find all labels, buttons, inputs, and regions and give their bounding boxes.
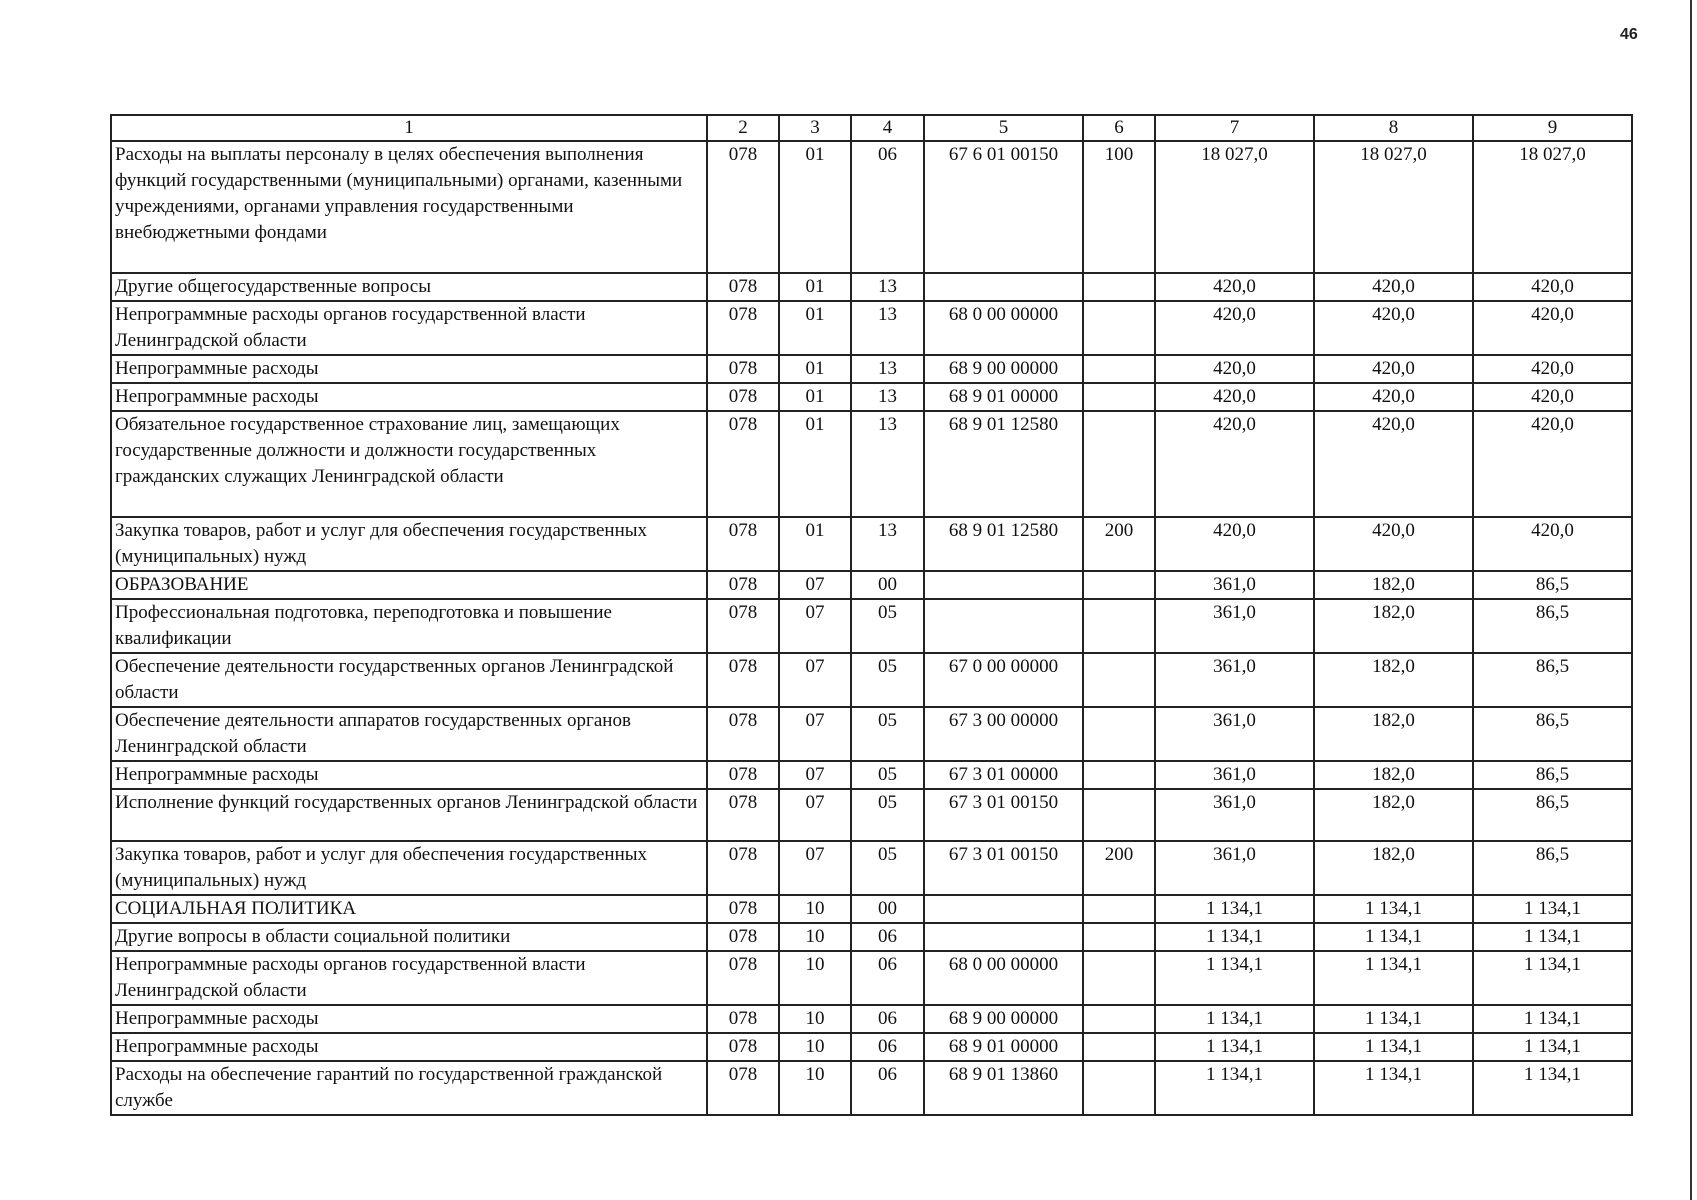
cell-section: 07 <box>779 707 851 761</box>
cell-amount-3: 420,0 <box>1473 517 1632 571</box>
row-name: Непрограммные расходы органов государственной власти Ленинградской области <box>111 301 707 355</box>
cell-amount-3: 420,0 <box>1473 411 1632 517</box>
cell-amount-2: 182,0 <box>1314 789 1473 841</box>
cell-amount-1: 361,0 <box>1155 599 1314 653</box>
table-row <box>111 761 1632 789</box>
cell-amount-3: 1 134,1 <box>1473 895 1632 923</box>
cell-amount-3: 86,5 <box>1473 571 1632 599</box>
cell-expense-type <box>1083 923 1155 951</box>
cell-amount-2: 1 134,1 <box>1314 1005 1473 1033</box>
cell-section: 10 <box>779 1061 851 1115</box>
row-name: Непрограммные расходы <box>111 1033 707 1061</box>
row-name: ОБРАЗОВАНИЕ <box>111 571 707 599</box>
cell-expense-type <box>1083 895 1155 923</box>
cell-subsection: 00 <box>851 895 924 923</box>
row-name: Расходы на обеспечение гарантий по государственной гражданской службе <box>111 1061 707 1115</box>
cell-target-code: 68 9 01 00000 <box>924 1033 1083 1061</box>
row-name: Расходы на выплаты персоналу в целях обеспечения выполнения функций государственными (муниципальными) органами, казенными учреждениями, органами управления государственными внебюджетными фондами <box>111 141 707 273</box>
header-cell-9: 9 <box>1473 115 1632 141</box>
cell-ministry: 078 <box>707 141 779 273</box>
cell-amount-2: 182,0 <box>1314 599 1473 653</box>
cell-amount-1: 1 134,1 <box>1155 895 1314 923</box>
cell-amount-2: 18 027,0 <box>1314 141 1473 273</box>
row-name: Непрограммные расходы органов государственной власти Ленинградской области <box>111 951 707 1005</box>
cell-target-code <box>924 599 1083 653</box>
table-row <box>111 517 1632 571</box>
cell-section: 07 <box>779 571 851 599</box>
table-row <box>111 1033 1632 1061</box>
cell-ministry: 078 <box>707 895 779 923</box>
cell-ministry: 078 <box>707 517 779 571</box>
cell-amount-1: 1 134,1 <box>1155 1005 1314 1033</box>
row-name: СОЦИАЛЬНАЯ ПОЛИТИКА <box>111 895 707 923</box>
table-row <box>111 841 1632 895</box>
header-row <box>111 115 1632 141</box>
cell-section: 01 <box>779 411 851 517</box>
cell-target-code <box>924 923 1083 951</box>
cell-ministry: 078 <box>707 571 779 599</box>
cell-target-code: 67 3 01 00150 <box>924 841 1083 895</box>
row-name: Закупка товаров, работ и услуг для обеспечения государственных (муниципальных) нужд <box>111 841 707 895</box>
cell-amount-2: 420,0 <box>1314 383 1473 411</box>
table-row <box>111 599 1632 653</box>
header-cell-4: 4 <box>851 115 924 141</box>
cell-subsection: 13 <box>851 355 924 383</box>
cell-section: 07 <box>779 653 851 707</box>
cell-amount-3: 86,5 <box>1473 789 1632 841</box>
cell-amount-1: 361,0 <box>1155 841 1314 895</box>
cell-section: 01 <box>779 301 851 355</box>
cell-expense-type <box>1083 411 1155 517</box>
cell-target-code: 68 9 00 00000 <box>924 355 1083 383</box>
cell-section: 10 <box>779 1033 851 1061</box>
cell-subsection: 06 <box>851 1061 924 1115</box>
cell-section: 07 <box>779 789 851 841</box>
cell-subsection: 05 <box>851 789 924 841</box>
cell-subsection: 05 <box>851 653 924 707</box>
cell-target-code: 67 3 01 00000 <box>924 761 1083 789</box>
cell-amount-2: 182,0 <box>1314 761 1473 789</box>
cell-subsection: 00 <box>851 571 924 599</box>
cell-subsection: 13 <box>851 273 924 301</box>
cell-amount-1: 361,0 <box>1155 653 1314 707</box>
cell-subsection: 13 <box>851 301 924 355</box>
table-row <box>111 1061 1632 1115</box>
cell-amount-3: 1 134,1 <box>1473 1005 1632 1033</box>
cell-target-code <box>924 895 1083 923</box>
cell-expense-type <box>1083 1061 1155 1115</box>
cell-ministry: 078 <box>707 1061 779 1115</box>
cell-target-code: 68 9 01 13860 <box>924 1061 1083 1115</box>
header-cell-2: 2 <box>707 115 779 141</box>
cell-target-code: 68 9 01 12580 <box>924 411 1083 517</box>
cell-amount-2: 1 134,1 <box>1314 1033 1473 1061</box>
row-name: Обязательное государственное страхование лиц, замещающих государственные должности и должности государственных гражданских служащих Ленинградской области <box>111 411 707 517</box>
cell-target-code: 68 9 00 00000 <box>924 1005 1083 1033</box>
header-cell-6: 6 <box>1083 115 1155 141</box>
cell-amount-1: 361,0 <box>1155 571 1314 599</box>
cell-subsection: 06 <box>851 1033 924 1061</box>
cell-expense-type <box>1083 273 1155 301</box>
cell-expense-type <box>1083 1005 1155 1033</box>
budget-table <box>110 114 1633 1116</box>
cell-section: 07 <box>779 599 851 653</box>
cell-section: 10 <box>779 951 851 1005</box>
cell-amount-3: 420,0 <box>1473 355 1632 383</box>
cell-subsection: 06 <box>851 951 924 1005</box>
cell-expense-type: 100 <box>1083 141 1155 273</box>
cell-amount-1: 1 134,1 <box>1155 951 1314 1005</box>
table-row <box>111 301 1632 355</box>
cell-section: 07 <box>779 761 851 789</box>
cell-amount-1: 420,0 <box>1155 383 1314 411</box>
cell-subsection: 05 <box>851 707 924 761</box>
cell-amount-2: 1 134,1 <box>1314 923 1473 951</box>
row-name: Другие общегосударственные вопросы <box>111 273 707 301</box>
cell-amount-2: 420,0 <box>1314 517 1473 571</box>
cell-ministry: 078 <box>707 841 779 895</box>
header-cell-1: 1 <box>111 115 707 141</box>
cell-section: 01 <box>779 273 851 301</box>
cell-amount-1: 420,0 <box>1155 411 1314 517</box>
cell-section: 07 <box>779 841 851 895</box>
header-cell-5: 5 <box>924 115 1083 141</box>
cell-section: 01 <box>779 141 851 273</box>
cell-amount-3: 1 134,1 <box>1473 1033 1632 1061</box>
cell-amount-3: 420,0 <box>1473 383 1632 411</box>
cell-ministry: 078 <box>707 707 779 761</box>
cell-amount-2: 182,0 <box>1314 571 1473 599</box>
cell-expense-type <box>1083 1033 1155 1061</box>
row-name: Непрограммные расходы <box>111 355 707 383</box>
cell-subsection: 13 <box>851 517 924 571</box>
cell-section: 01 <box>779 355 851 383</box>
cell-expense-type: 200 <box>1083 517 1155 571</box>
table-row <box>111 141 1632 273</box>
cell-subsection: 13 <box>851 411 924 517</box>
cell-ministry: 078 <box>707 355 779 383</box>
table-row <box>111 951 1632 1005</box>
cell-expense-type <box>1083 789 1155 841</box>
cell-target-code: 67 6 01 00150 <box>924 141 1083 273</box>
cell-amount-3: 1 134,1 <box>1473 951 1632 1005</box>
cell-ministry: 078 <box>707 653 779 707</box>
cell-expense-type <box>1083 707 1155 761</box>
cell-expense-type <box>1083 355 1155 383</box>
cell-amount-1: 18 027,0 <box>1155 141 1314 273</box>
cell-amount-1: 420,0 <box>1155 355 1314 383</box>
row-name: Профессиональная подготовка, переподготовка и повышение квалификации <box>111 599 707 653</box>
scan-edge-line <box>1690 0 1692 1200</box>
cell-ministry: 078 <box>707 273 779 301</box>
cell-subsection: 05 <box>851 761 924 789</box>
cell-section: 01 <box>779 517 851 571</box>
cell-amount-2: 1 134,1 <box>1314 1061 1473 1115</box>
cell-target-code: 67 3 01 00150 <box>924 789 1083 841</box>
cell-amount-1: 1 134,1 <box>1155 1033 1314 1061</box>
cell-ministry: 078 <box>707 383 779 411</box>
header-cell-7: 7 <box>1155 115 1314 141</box>
cell-amount-3: 86,5 <box>1473 841 1632 895</box>
cell-amount-1: 1 134,1 <box>1155 923 1314 951</box>
table-row <box>111 273 1632 301</box>
cell-subsection: 06 <box>851 141 924 273</box>
row-name: Непрограммные расходы <box>111 383 707 411</box>
cell-amount-3: 420,0 <box>1473 301 1632 355</box>
header-cell-3: 3 <box>779 115 851 141</box>
row-name: Закупка товаров, работ и услуг для обеспечения государственных (муниципальных) нужд <box>111 517 707 571</box>
row-name: Обеспечение деятельности аппаратов государственных органов Ленинградской области <box>111 707 707 761</box>
cell-subsection: 05 <box>851 599 924 653</box>
cell-amount-3: 86,5 <box>1473 599 1632 653</box>
cell-target-code <box>924 273 1083 301</box>
cell-amount-1: 361,0 <box>1155 789 1314 841</box>
cell-ministry: 078 <box>707 1005 779 1033</box>
cell-amount-2: 420,0 <box>1314 301 1473 355</box>
cell-amount-1: 361,0 <box>1155 761 1314 789</box>
cell-expense-type: 200 <box>1083 841 1155 895</box>
cell-section: 10 <box>779 923 851 951</box>
row-name: Обеспечение деятельности государственных органов Ленинградской области <box>111 653 707 707</box>
cell-subsection: 06 <box>851 923 924 951</box>
table-row <box>111 923 1632 951</box>
cell-amount-3: 86,5 <box>1473 653 1632 707</box>
cell-expense-type <box>1083 301 1155 355</box>
cell-ministry: 078 <box>707 789 779 841</box>
cell-ministry: 078 <box>707 923 779 951</box>
cell-subsection: 13 <box>851 383 924 411</box>
cell-section: 10 <box>779 1005 851 1033</box>
cell-amount-2: 420,0 <box>1314 273 1473 301</box>
cell-section: 10 <box>779 895 851 923</box>
row-name: Другие вопросы в области социальной политики <box>111 923 707 951</box>
table-row <box>111 411 1632 517</box>
table-row <box>111 789 1632 841</box>
cell-amount-2: 182,0 <box>1314 653 1473 707</box>
cell-amount-2: 1 134,1 <box>1314 951 1473 1005</box>
cell-amount-1: 361,0 <box>1155 707 1314 761</box>
cell-amount-3: 420,0 <box>1473 273 1632 301</box>
cell-target-code: 67 0 00 00000 <box>924 653 1083 707</box>
cell-ministry: 078 <box>707 301 779 355</box>
cell-ministry: 078 <box>707 951 779 1005</box>
cell-ministry: 078 <box>707 761 779 789</box>
cell-target-code: 68 0 00 00000 <box>924 951 1083 1005</box>
cell-amount-1: 1 134,1 <box>1155 1061 1314 1115</box>
cell-ministry: 078 <box>707 599 779 653</box>
row-name: Непрограммные расходы <box>111 1005 707 1033</box>
page-number: 46 <box>1620 26 1638 43</box>
cell-ministry: 078 <box>707 1033 779 1061</box>
table-row <box>111 355 1632 383</box>
cell-expense-type <box>1083 761 1155 789</box>
cell-amount-3: 1 134,1 <box>1473 923 1632 951</box>
cell-target-code: 68 9 01 00000 <box>924 383 1083 411</box>
row-name: Непрограммные расходы <box>111 761 707 789</box>
table-row <box>111 571 1632 599</box>
header-cell-8: 8 <box>1314 115 1473 141</box>
cell-amount-2: 1 134,1 <box>1314 895 1473 923</box>
cell-ministry: 078 <box>707 411 779 517</box>
cell-amount-2: 420,0 <box>1314 411 1473 517</box>
row-name: Исполнение функций государственных органов Ленинградской области <box>111 789 707 841</box>
cell-section: 01 <box>779 383 851 411</box>
cell-amount-1: 420,0 <box>1155 273 1314 301</box>
cell-target-code: 67 3 00 00000 <box>924 707 1083 761</box>
cell-amount-3: 18 027,0 <box>1473 141 1632 273</box>
cell-amount-1: 420,0 <box>1155 301 1314 355</box>
table-row <box>111 653 1632 707</box>
cell-target-code: 68 0 00 00000 <box>924 301 1083 355</box>
cell-amount-2: 182,0 <box>1314 707 1473 761</box>
cell-amount-1: 420,0 <box>1155 517 1314 571</box>
cell-expense-type <box>1083 951 1155 1005</box>
cell-target-code: 68 9 01 12580 <box>924 517 1083 571</box>
cell-amount-2: 420,0 <box>1314 355 1473 383</box>
cell-amount-3: 86,5 <box>1473 707 1632 761</box>
table-row <box>111 1005 1632 1033</box>
cell-expense-type <box>1083 653 1155 707</box>
table-row <box>111 895 1632 923</box>
cell-target-code <box>924 571 1083 599</box>
table-row <box>111 707 1632 761</box>
cell-amount-3: 1 134,1 <box>1473 1061 1632 1115</box>
cell-expense-type <box>1083 571 1155 599</box>
cell-subsection: 05 <box>851 841 924 895</box>
cell-expense-type <box>1083 383 1155 411</box>
cell-amount-2: 182,0 <box>1314 841 1473 895</box>
cell-subsection: 06 <box>851 1005 924 1033</box>
cell-amount-3: 86,5 <box>1473 761 1632 789</box>
cell-expense-type <box>1083 599 1155 653</box>
table-row <box>111 383 1632 411</box>
